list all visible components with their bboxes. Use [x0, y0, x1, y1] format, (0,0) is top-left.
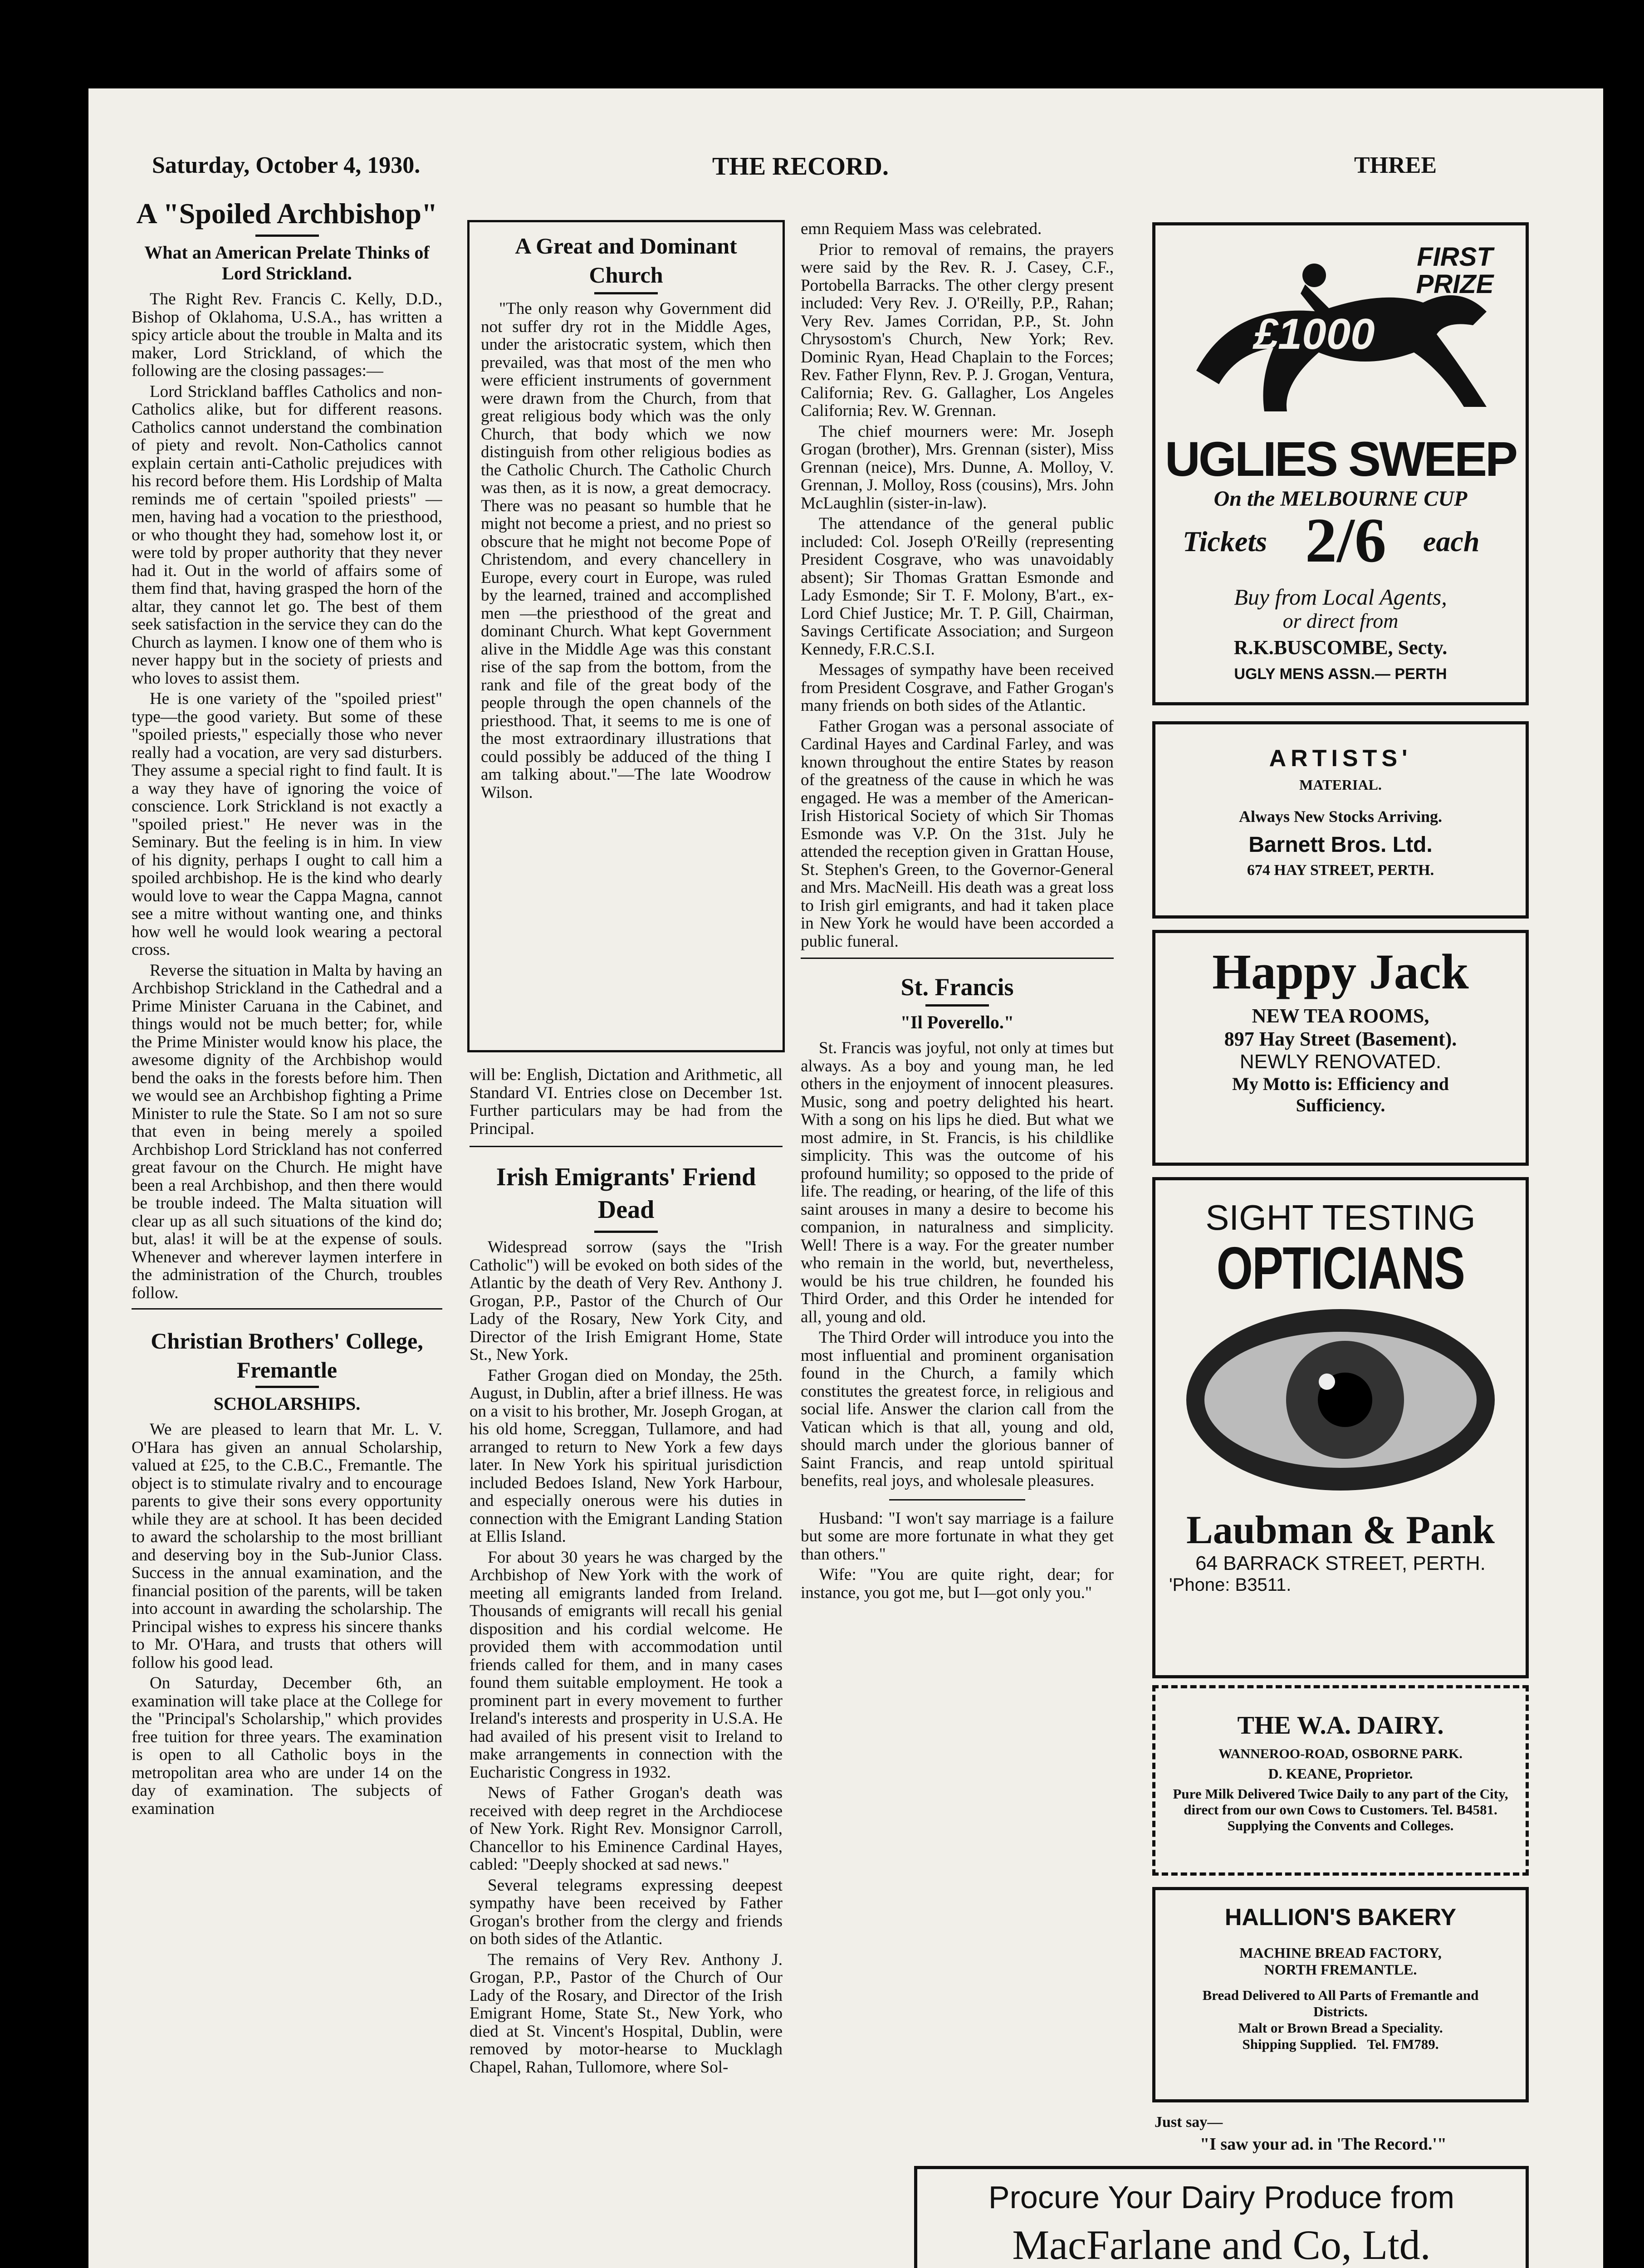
ad-line: MACHINE BREAD FACTORY, — [1239, 1945, 1442, 1961]
paragraph: We are pleased to learn that Mr. L. V. O'Hara has given an annual Scholarship, valued at £25, to the C.B.C., Fremantle. The object is to stimulate rivalry and to encourage parents to give their sons every opportunity while they are at school. It has been decided to award the scholarship to the most brilliant and deserving boy in the Sub-Junior Class. Success in the annual examination, and the financial position of the parents, will be taken into account in awarding the scholarship. The Principal wishes to express his sincere thanks to Mr. O'Hara, and trusts that others will follow his good lead. — [132, 1420, 442, 1672]
box-text: "The only reason why Government did not suffer dry rot in the Middle Ages, under the aristocratic system, which then prevailed, was that most of the men who were efficient instruments of government were drawn from the Church, from that great religious body which was the only Church, that body which we now distinguish from other religious bodies as the Catholic Church. The Catholic Church was then, as it is now, a great democracy. There was no peasant so humble that he might not become a priest, and no priest so obscure that he might not become Pope of Christendom, and every chancellery in Europe, every court in Europe, was ruled by the learned, trained and accomplished men —the priesthood of the great and dominant Church. What kept Government alive in the Middle Age was this constant rise of the sap from the bottom, from the rank and file of the great body of the people through the open channels of the priesthood. That, it seems to me is one of the most extraordinary illustrations that could possibly be adduced of the thing I am talking about."—The late Woodrow Wilson. — [481, 299, 771, 802]
paragraph: will be: English, Dictation and Arithmetic, all Standard VI. Entries close on December 1st. Further particulars may be had from the Principal. — [470, 1066, 783, 1138]
ad-title: Happy Jack — [1212, 944, 1469, 999]
column-divider — [801, 958, 1114, 959]
ad-artists-material — [1152, 721, 1529, 919]
paragraph: Father Grogan died on Monday, the 25th. August, in Dublin, after a brief illness. He was on a visit to his brother, Mr. Joseph Grogan, at his old home, Screggan, Tullamore, and had arranged to return to New York a few days later. In New York his spiritual jurisdiction included Bedoes Island, New York Harbour, and especially onerous were his duties in connection with the Emigrant Landing Station at Ellis Island. — [470, 1366, 783, 1546]
divider — [594, 292, 658, 294]
column-divider — [470, 1146, 783, 1147]
ad-address: 64 BARRACK STREET, PERTH. — [1195, 1552, 1486, 1574]
ad-laubman-pank — [1152, 1177, 1529, 1678]
article-title-st-francis: St. Francis — [900, 973, 1014, 1001]
ad-firm: Barnett Bros. Ltd. — [1248, 833, 1433, 857]
column-1 — [132, 193, 442, 2268]
column-2 — [470, 1066, 783, 2268]
paragraph: On Saturday, December 6th, an examination will take place at the College for the "Principal's Scholarship," which provides free tuition for three years. The examination is open to all Catholic boys in the metropolitan area who are under 14 on the day of examination. The subjects of examination — [132, 1674, 442, 1818]
ad-proprietor: D. KEANE, Proprietor. — [1268, 1765, 1413, 1782]
cbc-title-line2: Fremantle — [236, 1357, 338, 1383]
paragraph: Reverse the situation in Malta by having an Archbishop Strickland in the Cathedral and a Prime Minister Caruana in the Cabinet, and things would not be much better; for, while the Prime Minister would know his place, the awesome dignity of the Archbishop would bend the oaks in the forests before him. Then we would see an Archbishop fighting a Prime Minister to rule the State. So I am not so sure that even in being merely a spoiled Archbishop Lord Strickland has not conferred great favour on the Church. He might have been a real Archbishop, and then there would be trouble indeed. The Malta situation will clear up as all such situations of the kind do; but, alas! it will be at the expense of souls. Whenever and wherever laymen interfere in the administration of the Church, troubles follow. — [132, 961, 442, 1302]
ad-happy-jack — [1152, 930, 1529, 1166]
divider — [925, 1004, 989, 1007]
ad-title: UGLIES SWEEP — [1164, 431, 1517, 486]
ad-line: Malt or Brown Bread a Speciality. — [1238, 2020, 1443, 2036]
ad-or: or direct from — [1282, 609, 1399, 632]
sidebar-box-great-church — [467, 220, 785, 1052]
paragraph: For about 30 years he was charged by the Archbishop of New York with the work of meeting all emigrants landed from Ireland. Thousands of emigrants will recall his genial disposition and his cordial welcome. He provided them with accommodation until friends called for them, and in many cases found them suitable employment. He took a prominent part in every movement to further Ireland's interests and prosperity in U.S.A. He had availed of his present visit to Ireland to make arrangements in connection with the Eucharistic Congress in 1932. — [470, 1548, 783, 1782]
ad-firm: Laubman & Pank — [1186, 1508, 1495, 1552]
paragraph: emn Requiem Mass was celebrated. — [801, 220, 1042, 238]
paragraph: The remains of Very Rev. Anthony J. Grogan, P.P., Pastor of the Church of Our Lady of the Rosary, and Director of the Irish Emigrant Home, State St., New York, who died at St. Vincent's Hospital, Dublin, were removed by motor-hearse to Mucklagh Chapel, Rahan, Tullomore, where Sol- — [470, 1950, 783, 2077]
ad-firm: MacFarlane and Co, Ltd. — [1012, 2222, 1431, 2268]
just-say-quote: "I saw your ad. in 'The Record.'" — [1200, 2135, 1447, 2154]
ad-phone: 'Phone: B3511. — [1169, 1575, 1292, 1595]
eye-illustration — [1182, 1305, 1499, 1504]
tickets-label: Tickets — [1183, 525, 1267, 557]
ad-line: Supplying the Convents and Colleges. — [1227, 1818, 1454, 1833]
ad-address: WANNEROO-ROAD, OSBORNE PARK. — [1218, 1746, 1463, 1761]
paragraph: The attendance of the general public included: Col. Joseph O'Reilly (representing President Cosgrave, who was unavoidably absent); Sir Thomas Grattan Esmonde and Lady Esmonde; Sir T. F. Molony, B'art., ex-Lord Chief Justice; Mr. T. P. Gill, Chairman, Savings Certificate Association; and Surgeon Kennedy, F.R.C.S.I. — [801, 514, 1114, 659]
divider — [255, 1386, 319, 1388]
ad-title: SIGHT TESTING — [1205, 1198, 1476, 1237]
prize-amount: £1000 — [1253, 310, 1375, 358]
ad-line: NEWLY RENOVATED. — [1239, 1051, 1442, 1073]
paragraph: Messages of sympathy have been received from President Cosgrave, and Father Grogan's many friends on both sides of the Atlantic. — [801, 660, 1114, 715]
ad-macfarlane — [914, 2166, 1529, 2268]
ad-address: 674 HAY STREET, PERTH. — [1247, 862, 1434, 879]
cbc-subtitle: SCHOLARSHIPS. — [213, 1393, 361, 1414]
masthead: THE RECORD. — [712, 152, 889, 181]
divider — [594, 1231, 658, 1233]
article-title-irish-emigrants: Irish Emigrants' Friend Dead — [496, 1163, 756, 1224]
paragraph: St. Francis was joyful, not only at times but always. As a boy and young man, he led others in the enjoyment of innocent pleasures. Music, song and poetry delighted his heart. With a song on his lips he died. But what we most admire, in St. Francis, is his childlike simplicity. This was the outcome of his profound humility; so opposed to the pride of life. The reading, or hearing, of the life of this saint arouses in many a desire to become his companion, in naturalness and simplicity. Well! There is a way. For the greater number who remain in the world, but, nevertheless, would be his true children, he founded his Third Order, and this Order he intended for all, young and old. — [801, 1039, 1114, 1326]
article-title-spoiled-archbishop: A "Spoiled Archbishop" — [136, 197, 438, 230]
paragraph: He is one variety of the "spoiled priest" type—the good variety. But some of these "spoiled priests," especially those who never really had a vocation, are very sad disturbers. They assume a special right to find fault. It is a way they have of ignoring the voice of conscience. Lork Strickland is not exactly a "spoiled priest." He never was in the Seminary. But the feeling is in him. In view of his dignity, perhaps I ought to call him a spoiled archbishop. He is the kind who dearly would love to wear the Cappa Magna, cannot see a mitre without wanting one, and thinks how well he would look wearing a pectoral cross. — [132, 689, 442, 959]
paragraph: Lord Strickland baffles Catholics and non-Catholics alike, but for different reasons. Catholics cannot understand the combination of piety and revolt. Non-Catholics cannot explain certain anti-Catholic prejudices with his record before them. His Lordship of Malta reminds me of certain "spoiled priests" —men, having had a vocation to the priesthood, or who thought they had, somehow lost it, or were told by proper authority that they never had it. Out in the world of affairs some of them find that, having grasped the horn of the altar, they cannot let go. The best of them seek satisfaction in the service they can do the Church as laymen. I know one of them who is never happy but in the society of priests and who loves to assist them. — [132, 382, 442, 688]
ad-title: THE W.A. DAIRY. — [1237, 1711, 1444, 1740]
ad-uglies-sweep — [1152, 222, 1529, 705]
ad-motto: My Motto is: Efficiency and Sufficiency. — [1232, 1074, 1449, 1115]
divider — [889, 1499, 1025, 1501]
paragraph: The Third Order will introduce you into the most influential and prominent organisation found in the Church, a family which constitutes the greatest force, in religious and social life. Answer the clarion call from the Vatican which is that all, young and old, should march under the glorious banner of Saint Francis, and reap untold spiritual benefits, real joys, and wholesale pleasures. — [801, 1328, 1114, 1490]
ad-buy: Buy from Local Agents, — [1234, 584, 1447, 610]
ad-line: Pure Milk Delivered Twice Daily to any part of the City, direct from our own Cows to Customers. Tel. B4581. — [1173, 1786, 1508, 1818]
cbc-title-line1: Christian Brothers' College, — [151, 1328, 423, 1354]
ad-title: HALLION'S BAKERY — [1224, 1904, 1457, 1931]
ad-subtitle: MATERIAL. — [1299, 777, 1382, 793]
ad-wa-dairy — [1152, 1685, 1529, 1876]
paragraph: News of Father Grogan's death was received with deep regret in the Archdiocese of New York. Right Rev. Monsignor Carroll, Chancellor to his Eminence Cardinal Hayes, cabled: "Deeply shocked at sad news." — [470, 1784, 783, 1874]
ad-assn: UGLY MENS ASSN.— PERTH — [1234, 665, 1447, 683]
ad-title: ARTISTS' — [1269, 745, 1412, 772]
paragraph: Husband: "I won't say marriage is a failure but some are more fortunate in what they get than others." — [801, 1509, 1114, 1564]
ad-subtitle: On the MELBOURNE CUP — [1213, 487, 1468, 511]
column-3 — [801, 220, 1114, 2116]
ad-line: Bread Delivered to All Parts of Fremantle and Districts. — [1202, 1987, 1479, 2019]
ad-line: Shipping Supplied. — [1242, 2036, 1357, 2052]
paragraph: The Right Rev. Francis C. Kelly, D.D., Bishop of Oklahoma, U.S.A., has written a spicy article about the trouble in Malta and its maker, Lord Strickland, of which the following are the closing passages:— — [132, 290, 442, 380]
paragraph: The chief mourners were: Mr. Joseph Grogan (brother), Mrs. Grennan (sister), Miss Grennan (neice), Mrs. Dunne, A. Molloy, V. Grennan, J. Molloy, Ross (cousins), Mrs. John McLaughlin (sister-in-law). — [801, 422, 1114, 513]
paragraph: Wife: "You are quite right, dear; for instance, you got me, but I—got only you." — [801, 1565, 1114, 1602]
just-say-label: Just say— — [1155, 2114, 1223, 2131]
ad-address: 897 Hay Street (Basement). — [1224, 1028, 1457, 1050]
box-title: A Great and Dominant Church — [515, 233, 737, 288]
article-subtitle: "Il Poverello." — [900, 1012, 1014, 1032]
ad-line: NORTH FREMANTLE. — [1264, 1961, 1417, 1978]
ad-hallions-bakery — [1152, 1887, 1529, 2102]
column-divider — [132, 1308, 442, 1310]
article-subtitle: What an American Prelate Thinks of Lord Strickland. — [144, 242, 430, 284]
paragraph: Prior to removal of remains, the prayers were said by the Rev. R. J. Casey, C.F., Portobella Barracks. The other clergy present included: Very Rev. J. O'Reilly, P.P., Rahan; Very Rev. James Corridan, P.P., St. John Chrysostom's Church, New York; Rev. Dominic Ryan, Head Chaplain to the Forces; Rev. Father Flynn, Rev. P. J. Grogan, Ventura, California; Rev. G. Gallagher, Los Angeles California; Rev. W. Grennan. — [801, 240, 1114, 420]
page-number: THREE — [1354, 152, 1437, 178]
ad-title-2: OPTICIANS — [1216, 1235, 1465, 1301]
first-prize: FIRST PRIZE — [1416, 242, 1494, 299]
divider — [255, 235, 319, 237]
paragraph: Several telegrams expressing deepest sympathy have been received by Father Grogan's brother from the clergy and friends on both sides of the Atlantic. — [470, 1876, 783, 1948]
ad-name: R.K.BUSCOMBE, Secty. — [1233, 636, 1448, 659]
paragraph: Widespread sorrow (says the "Irish Catholic") will be evoked on both sides of the Atlantic by the death of Very Rev. Anthony J. Grogan, P.P., Pastor of the Church of Our Lady of the Rosary, New York City, and Director of the Irish Emigrant Home, State St., New York. — [470, 1238, 783, 1364]
newspaper-page — [88, 88, 1603, 2268]
ad-line: Always New Stocks Arriving. — [1239, 807, 1442, 826]
ad-line: NEW TEA ROOMS, — [1252, 1005, 1429, 1027]
each-label: each — [1423, 525, 1480, 557]
ad-line: Procure Your Dairy Produce from — [988, 2180, 1455, 2215]
ticket-price: 2/6 — [1305, 505, 1386, 576]
issue-date: Saturday, October 4, 1930. — [152, 152, 421, 178]
paragraph: Father Grogan was a personal associate of Cardinal Hayes and Cardinal Farley, and was known throughout the entire States by reason of the greatness of the cause in which he was engaged. He was a member of the American-Irish Historical Society of which Sir Thomas Esmonde was V.P. On the 31st. July he attended the reception given in Grattan House, St. Stephen's Green, to the Governor-General and Mrs. MacNeill. His death was a great loss to Irish girl emigrants, and had it taken place in New York he would have been accorded a public funeral. — [801, 717, 1114, 951]
ad-phone: Tel. FM789. — [1367, 2036, 1439, 2052]
